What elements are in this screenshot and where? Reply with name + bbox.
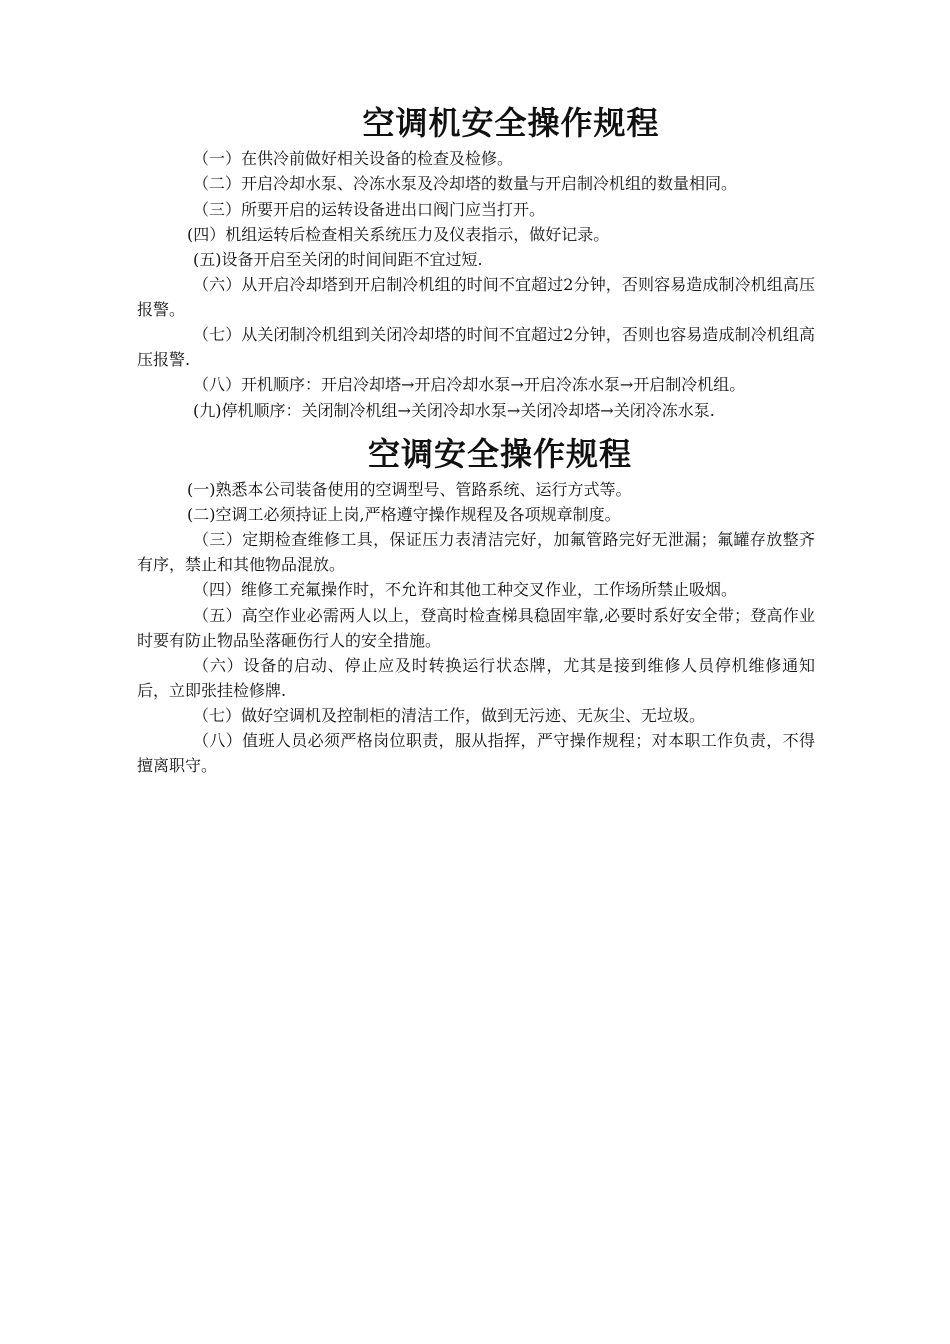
section2-item-1: (一)熟悉本公司装备使用的空调型号、管路系统、运行方式等。 <box>187 480 632 499</box>
section2-title: 空调安全操作规程 <box>367 435 632 473</box>
section1-item-5: (五)设备开启至关闭的时间间距不宜过短. <box>193 250 483 269</box>
section2-item-8: （八）值班人员必须严格岗位职责，服从指挥，严守操作规程；对本职工作负责，不得擅离职守。 <box>137 731 815 775</box>
section2-item-2: (二)空调工必须持证上岗,严格遵守操作规程及各项规章制度。 <box>187 505 621 524</box>
section2-item-5: （五）高空作业必需两人以上，登高时检查梯具稳固牢靠,必要时系好安全带；登高作业时要有防止物品坠落砸伤行人的安全措施。 <box>137 606 815 650</box>
section1-item-1: （一）在供冷前做好相关设备的检查及检修。 <box>193 149 514 168</box>
section1-item-8: （八）开机顺序：开启冷却塔→开启冷却水泵→开启冷冻水泵→开启制冷机组。 <box>193 375 746 394</box>
section1-item-4: (四）机组运转后检查相关系统压力及仪表指示，做好记录。 <box>187 225 610 244</box>
section1-title: 空调机安全操作规程 <box>362 104 660 142</box>
section1-item-6: （六）从开启冷却塔到开启制冷机组的时间不宜超过2分钟，否则容易造成制冷机组高压报警。 <box>137 275 815 319</box>
section1-item-2: （二）开启冷却水泵、冷冻水泵及冷却塔的数量与开启制冷机组的数量相同。 <box>193 174 738 193</box>
section1-item-7: （七）从关闭制冷机组到关闭冷却塔的时间不宜超过2分钟，否则也容易造成制冷机组高压报警. <box>137 325 815 369</box>
section2-item-7: （七）做好空调机及控制柜的清洁工作，做到无污迹、无灰尘、无垃圾。 <box>193 706 706 725</box>
section2-item-4: （四）维修工充氟操作时，不允许和其他工种交叉作业，工作场所禁止吸烟。 <box>193 580 738 599</box>
document-page <box>137 100 815 778</box>
section1-item-9: (九)停机顺序：关闭制冷机组→关闭冷却水泵→关闭冷却塔→关闭冷冻水泵. <box>193 401 715 420</box>
section1-item-3: （三）所要开启的运转设备进出口阀门应当打开。 <box>193 200 546 219</box>
section2-item-6: （六）设备的启动、停止应及时转换运行状态牌，尤其是接到维修人员停机维修通知后，立即张挂检修牌. <box>137 656 815 700</box>
section2-item-3: （三）定期检查维修工具，保证压力表清洁完好，加氟管路完好无泄漏；氟罐存放整齐有序，禁止和其他物品混放。 <box>137 530 815 574</box>
